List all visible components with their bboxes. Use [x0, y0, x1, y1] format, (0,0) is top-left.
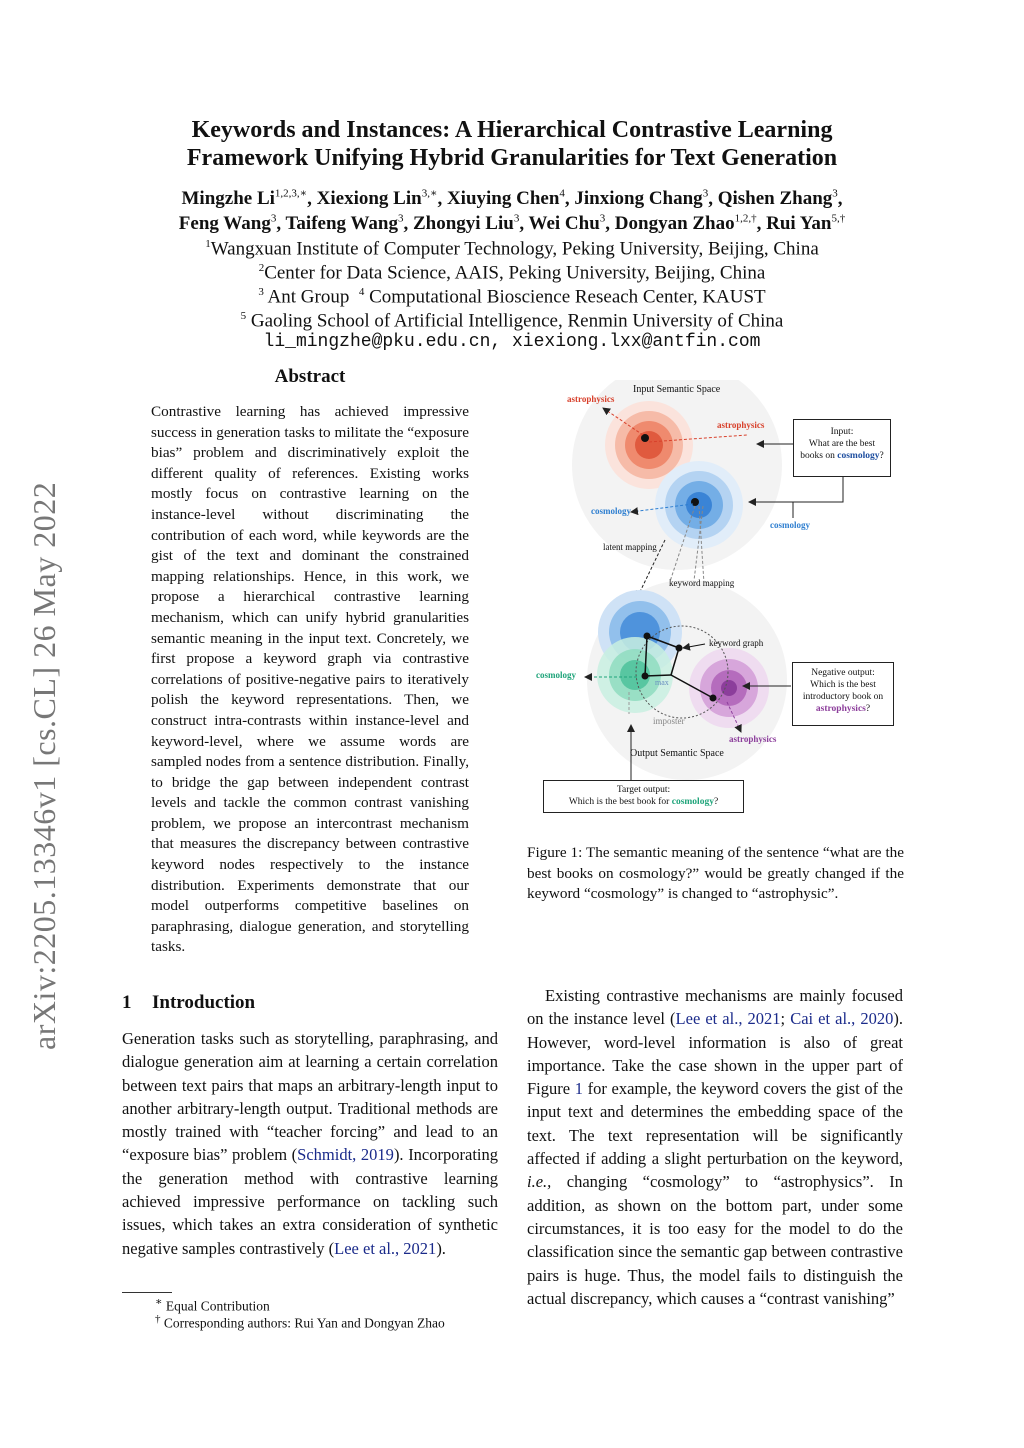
keyword-mapping-label: keyword mapping: [669, 578, 735, 588]
author: Wei Chu$^3$: [528, 213, 606, 235]
latent-mapping-label: latent mapping: [603, 542, 657, 552]
graph-node: [676, 645, 683, 652]
graph-node: [710, 695, 717, 702]
output-space-label: Output Semantic Space: [630, 748, 724, 759]
author: Qishen Zhang$^3$: [717, 188, 838, 210]
title-line-2: Framework Unifying Hybrid Granularities for Text Generation: [186, 145, 838, 171]
input-keyword-node: [641, 434, 649, 442]
author: Zhongyi Liu$^3$: [412, 213, 520, 235]
cosmology-label-input: cosmology: [770, 520, 810, 530]
section-heading: 1 Introduction: [122, 992, 256, 1013]
input-box: Input: What are the best books on cosmology?: [793, 419, 891, 477]
citation-link[interactable]: Schmidt, 2019: [297, 1145, 394, 1165]
citation-link[interactable]: Lee et al., 2021: [675, 1009, 781, 1029]
input-instance-node: [691, 498, 699, 506]
keyword-graph-label: keyword graph: [709, 638, 764, 648]
author: Mingzhe $Li^{1,2,3,∗}$: [181, 188, 308, 210]
arxiv-identifier: arXiv:2205.13346v1 [cs.CL] 26 May 2022: [26, 481, 62, 1050]
author: Taifeng Wang$^3$: [285, 213, 404, 235]
paper-title: [80, 116, 944, 172]
intro-paragraph-left: Generation tasks such as storytelling, paraphrasing, and dialogue generation aim at learning a certain correlation between text pairs that maps an arbitrary-length input to another arbitrary-length output. Traditional methods are mostly trained with “teacher forcing” and lead to an “exposure bias” problem (Schmidt, 2019). Incorporating the generation method with contrastive learning achieved impressive performance on tackling such issues, which takes an extra consideration of synthetic negative samples contrastively (Lee et al., 2021).: [122, 1029, 498, 1258]
astrophysics-label-top: astrophysics: [567, 394, 615, 404]
author-line-1: Mingzhe $Li^{1,2,3,∗}$, Xiexiong Lin$^{3,∗}$, Xiuying Chen$^4$, Jinxiong Chang$^3$, Qishen Zhang$^3$,: [181, 188, 843, 210]
author: Xiuying Chen$^4$: [446, 188, 565, 210]
abstract-body: Contrastive learning has achieved impressive success in generation tasks to militate the “exposure bias” problem and discriminatively exploit the different quality of references. Existing works mostly focus on contrastive learning on the instance-level without discriminating the contribution of each word, while keywords are the gist of the text and dominant the constrained mapping relationships. Hence, in this work, we propose a hierarchical contrastive learning mechanism, which can unify hybrid granularities semantic meaning in the input text. Concretely, we first propose a keyword graph via contrastive correlations of positive-negative pairs to iteratively polish the keyword representations. Then, we construct intra-contrasts within instance-level and keyword-level, where we assume words are sampled nodes from a sentence distribution. Finally, to bridge the gap between independent contrast levels and tackle the common contrast vanishing problem, we propose an intercontrast mechanism that measures the discrepancy between contrastive keyword nodes respectively to the instance distribution. Experiments demonstrate that our model outperforms competitive baselines on paraphrasing, dialogue generation, and storytelling tasks.: [151, 403, 469, 956]
figure-caption: Figure 1: The semantic meaning of the sentence “what are the best books on cosmology?” would be greatly changed if the keyword “cosmology” is changed to “astrophysic”.: [527, 844, 904, 903]
author-line-2: Feng Wang$^3$, Taifeng Wang$^3$, Zhongyi Liu$^3$, Wei Chu$^3$, Dongyan Zhao$^{1,2,\dagger}$, Rui Yan$^{5,\dagger}$: [178, 213, 846, 235]
author: Rui Yan$^{5,\dagger}$: [766, 213, 846, 235]
affiliation-5: $^5$ Gaoling School of Artificial Intelligence, Renmin University of China: [240, 310, 784, 332]
astrophysics-label-input: astrophysics: [717, 420, 765, 430]
negative-output-box: Negative output: Which is the best introductory book on astrophysics?: [792, 662, 894, 726]
author: Feng Wang$^3$: [178, 213, 277, 235]
cosmology-label-green: cosmology: [536, 670, 576, 680]
input-space-label: Input Semantic Space: [633, 384, 721, 395]
imposter-label: imposter: [653, 716, 685, 726]
astrophysics-label-purple: astrophysics: [729, 734, 777, 744]
author: Xiexiong Lin$^{3,∗}$: [316, 188, 438, 210]
affiliation-1: $^1$Wangxuan Institute of Computer Technology, Peking University, Beijing, China: [205, 238, 819, 260]
output-astrophysics-cluster: [689, 648, 769, 728]
target-output-box: Target output: Which is the best book for cosmology?: [543, 780, 744, 813]
max-label: max: [655, 678, 669, 687]
keyword-graph-edge: [645, 675, 671, 676]
author: Jinxiong Chang$^3$: [574, 188, 709, 210]
intro-paragraph-right: Existing contrastive mechanisms are mainly focused on the instance level (Lee et al., 2021; Cai et al., 2020). However, word-level information is also of great importance. Take the case shown in the upper part of Figure 1 for example, the keyword covers the gist of the input text and determines the embedding space of the text. The text representation will be significantly affected if adding a slight perturbation on the keyword, i.e., changing “cosmology” to “astrophysics”. In addition, as shown on the bottom part, under some circumstances, it is too easy for the model to do the classification since the semantic gap between contrastive pairs is huge. Thus, the model fails to distinguish the actual discrepancy, which causes a “contrast vanishing”: [527, 986, 904, 1308]
affiliation-2: $^2$Center for Data Science, AAIS, Peking University, Beijing, China: [258, 262, 766, 284]
cosmology-label-blue: cosmology: [591, 506, 631, 516]
author: Dongyan Zhao$^{1,2,\dagger}$: [614, 213, 757, 235]
abstract-heading: Abstract: [274, 366, 346, 387]
citation-link[interactable]: Cai et al., 2020: [790, 1009, 894, 1029]
affiliation-3-4: $^3$ Ant Group $^4$ Computational Bioscience Reseach Center, KAUST: [258, 286, 766, 308]
emails: li_mingzhe@pku.edu.cn, xiexiong.lxx@antfin.com: [263, 332, 761, 352]
title-line-1: Keywords and Instances: A Hierarchical Contrastive Learning: [191, 117, 833, 143]
graph-node: [644, 633, 651, 640]
citation-link[interactable]: Lee et al., 2021: [334, 1238, 437, 1258]
footnote-equal: ∗ Equal Contribution: [155, 1296, 270, 1314]
figure-reference-link[interactable]: 1: [574, 1079, 583, 1099]
footnote-corresponding: † Corresponding authors: Rui Yan and Dongyan Zhao: [155, 1313, 445, 1331]
graph-node: [642, 673, 649, 680]
footnote-rule: [122, 1292, 172, 1293]
figure-1: [527, 380, 907, 820]
